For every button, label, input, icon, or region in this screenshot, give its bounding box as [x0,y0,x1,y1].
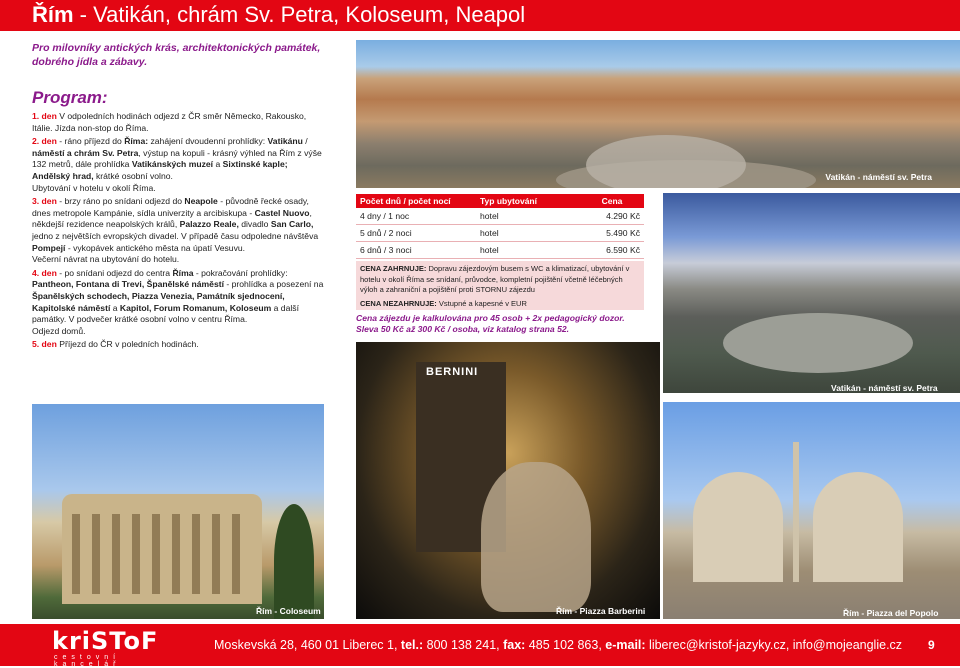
price-excludes: CENA NEZAHRNUJE: Vstupné a kapesné v EUR [356,296,644,310]
note-line: Cena zájezdu je kalkulována pro 45 osob + 2x pedagogický dozor. [356,313,625,323]
program-days [32,111,324,353]
cell-accommodation: hotel [480,228,499,238]
day-2: 2. den - ráno příjezd do Říma: zahájení dvoudenní prohlídky: Vatikánu / náměstí a chrám Sv. Petra, výstup na kopuli - krásný výhled na Řím z výše 132 metrů, dále prohlídka Vatikánských muzeí a Sixtinské kaple; Andělský hrad, krátké osobní volno. Ubytování v hotelu v okolí Říma. [32,136,322,193]
fountain-shape [481,462,591,612]
church-shape [693,472,783,582]
cypress-shape [274,504,314,619]
kristof-logo [52,627,192,668]
photo-piazza-del-popolo [663,402,960,619]
cell-price: 5.490 Kč [606,228,640,238]
day-4: 4. den - po snídani odjezd do centra Říma - pokračování prohlídky: Pantheon, Fontana di Trevi, Španělské náměstí - prohlídka a posezení na Španělských schodech, Piazza Venezia, Památník sjednocení, Kapitolské náměstí a Kapitol, Forum Romanum, Koloseum a další památky. V podvečer krátké osobní volno v centru Říma. Odjezd domů. [32,267,324,336]
table-row [356,242,644,259]
day-1: 1. den V odpoledních hodinách odjezd z ČR směr Německo, Rakousko, Itálie. Jízda non-stop do Říma. [32,111,307,133]
obelisk-shape [793,442,799,582]
program-heading: Program: [32,88,108,107]
cell-price: 6.590 Kč [606,245,640,255]
photo-colosseum [32,404,324,619]
day-3: 3. den - brzy ráno po snídani odjezd do Neapole - původně řecké osady, dnes metropole Kampánie, sídla univerzity a arcibiskupa - Castel Nuovo, někdejší rezidence neapolských králů, Palazzo Reale, divadlo San Carlo, jedno z největších evropských divadel. V případě času odpoledne návštěva Pompejí - vykopávek antického města na úpatí Vesuvu. Večerní návrat na ubytování do hotelu. [32,196,319,265]
contact-line: Moskevská 28, 460 01 Liberec 1, tel.: 800 138 241, fax: 485 102 863, e-mail: liberec@kristof-jazyky.cz, info@mojeanglie.cz [214,638,903,652]
price-includes: CENA ZAHRNUJE: Dopravu zájezdovým busem s WC a klimatizací, ubytování v hotelu v okolí Říma se snídaní, průvodce, kompletní pojištění včetně léčebných výloh a zahraniční a pojištění proti STORNU zájezdu [356,261,644,299]
photo-caption: Vatikán - náměstí sv. Petra [831,383,938,393]
photo-caption: Řím - Coloseum [256,606,321,616]
table-row [356,208,644,225]
header-days: Počet dnů / počet nocí [360,196,451,206]
cell-accommodation: hotel [480,211,499,221]
logo-subtitle: cestovní kancelář [54,654,121,668]
intro-text: Pro milovníky antických krás, architektonických památek, dobrého jídla a zábavy. [32,42,321,68]
arches-shape [72,514,252,594]
title-bar [0,0,960,31]
square-shape [723,313,913,373]
cell-days: 6 dnů / 3 noci [360,245,412,255]
basilica-shape [586,135,746,188]
church-shape [813,472,903,582]
photo-caption: Řím - Piazza Barberini [556,606,646,616]
price-table-header [356,194,644,208]
page-number: 9 [928,638,935,652]
note-line: Sleva 50 Kč až 300 Kč / osoba, viz katalog strana 52. [356,324,570,334]
header-price: Cena [601,196,623,206]
cell-price: 4.290 Kč [606,211,640,221]
cell-days: 4 dny / 1 noc [360,211,410,221]
photo-vatican-square [663,193,960,393]
photo-piazza-barberini [356,342,660,619]
header-accommodation: Typ ubytování [480,196,537,206]
page-title: Řím - Vatikán, chrám Sv. Petra, Koloseum, Neapol [32,2,526,27]
table-row [356,225,644,242]
hotel-sign: BERNINI [426,366,479,378]
logo-word: kriSToF [52,627,159,655]
price-table [356,194,644,259]
photo-vatican-aerial [356,40,960,188]
pricing-note [356,313,656,335]
photo-caption: Řím - Piazza del Popolo [843,608,939,618]
day-5: 5. den Příjezd do ČR v poledních hodinách. [32,339,199,350]
cell-days: 5 dnů / 2 noci [360,228,412,238]
photo-caption: Vatikán - náměstí sv. Petra [825,172,932,182]
cell-accommodation: hotel [480,245,499,255]
